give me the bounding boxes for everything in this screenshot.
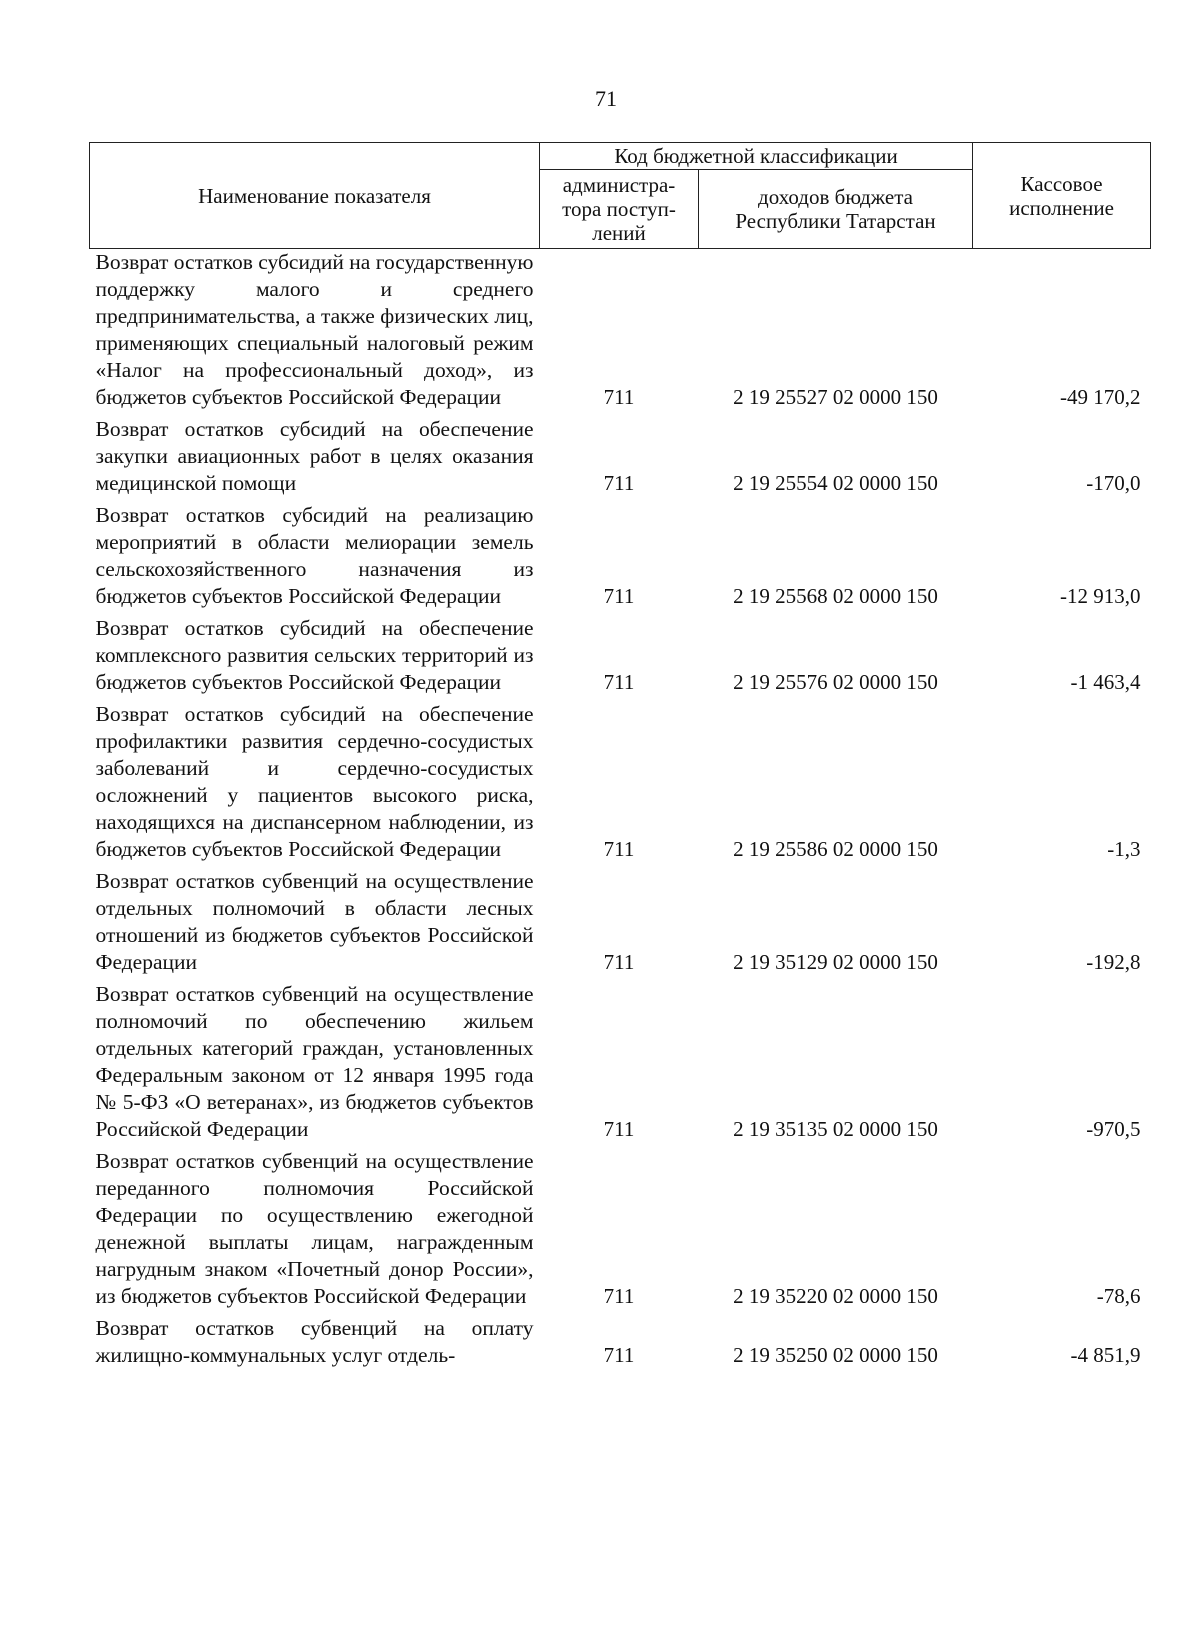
table-row [90,615,1151,701]
row-revenue-code: 2 19 35129 02 0000 150 [733,950,938,974]
budget-table [89,142,1151,1374]
row-execution: -4 851,9 [1070,1343,1141,1367]
row-revenue-code: 2 19 25576 02 0000 150 [733,670,938,694]
row-execution: -970,5 [1086,1117,1141,1141]
header-admin: администра-тора поступ-лений [540,170,699,249]
row-revenue-code: 2 19 35250 02 0000 150 [733,1343,938,1367]
row-revenue-code: 2 19 35135 02 0000 150 [733,1117,938,1141]
table-row [90,249,1151,417]
row-name: Возврат остатков субсидий на обеспечение комплексного развития сельских территорий из бюджетов субъектов Российской Федерации [95,616,534,694]
row-admin-code: 711 [603,1117,635,1141]
table-row [90,502,1151,615]
row-execution: -1,3 [1107,837,1141,861]
row-revenue-code: 2 19 25568 02 0000 150 [733,584,938,608]
row-name: Возврат остатков субвенций на оплату жилищно-коммунальных услуг отдель- [95,1316,534,1367]
row-revenue-code: 2 19 25554 02 0000 150 [733,471,938,495]
header-revenue: доходов бюджета Республики Татарстан [699,170,973,249]
table-row [90,416,1151,502]
row-admin-code: 711 [603,837,635,861]
row-execution: -78,6 [1096,1284,1141,1308]
table-row [90,701,1151,868]
row-admin-code: 711 [603,950,635,974]
row-name: Возврат остатков субсидий на обеспечение закупки авиационных работ в целях оказания медицинской помощи [95,417,534,495]
row-admin-code: 711 [603,385,635,409]
row-admin-code: 711 [603,670,635,694]
table-row [90,981,1151,1148]
row-execution: -1 463,4 [1070,670,1141,694]
row-execution: -49 170,2 [1060,385,1141,409]
row-execution: -192,8 [1086,950,1141,974]
row-name: Возврат остатков субвенций на осуществление отдельных полномочий в области лесных отношений из бюджетов субъектов Российской Федерации [95,869,534,974]
row-admin-code: 711 [603,584,635,608]
row-name: Возврат остатков субсидий на государственную поддержку малого и среднего предпринимательства, а также физических лиц, применяющих специальный налоговый режим «Налог на профессиональный доход», из бюджетов субъектов Российской Федерации [95,250,534,409]
row-revenue-code: 2 19 25527 02 0000 150 [733,385,938,409]
row-name: Возврат остатков субсидий на реализацию мероприятий в области мелиорации земель сельскохозяйственного назначения из бюджетов субъектов Российской Федерации [95,503,534,608]
row-admin-code: 711 [603,1343,635,1367]
row-execution: -12 913,0 [1060,584,1141,608]
row-revenue-code: 2 19 25586 02 0000 150 [733,837,938,861]
header-budget-code-group: Код бюджетной классификации [540,143,973,170]
header-execution: Кассовое исполнение [973,143,1151,249]
header-name: Наименование показателя [90,143,540,249]
row-admin-code: 711 [603,471,635,495]
table-row [90,1315,1151,1374]
table-row [90,868,1151,981]
row-name: Возврат остатков субвенций на осуществление полномочий по обеспечению жильем отдельных категорий граждан, установленных Федеральным законом от 12 января 1995 года № 5-ФЗ «О ветеранах», из бюджетов субъектов Российской Федерации [95,982,534,1141]
row-name: Возврат остатков субвенций на осуществление переданного полномочия Российской Федерации по осуществлению ежегодной денежной выплаты лицам, награжденным нагрудным знаком «Почетный донор России», из бюджетов субъектов Российской Федерации [95,1149,534,1308]
row-name: Возврат остатков субсидий на обеспечение профилактики развития сердечно-сосудистых заболеваний и сердечно-сосудистых осложнений у пациентов высокого риска, находящихся на диспансерном наблюдении, из бюджетов субъектов Российской Федерации [95,702,534,861]
row-execution: -170,0 [1086,471,1141,495]
table-body [90,249,1151,1375]
table-header [90,143,1151,249]
row-admin-code: 711 [603,1284,635,1308]
table-row [90,1148,1151,1315]
row-revenue-code: 2 19 35220 02 0000 150 [733,1284,938,1308]
page-number: 71 [595,86,617,111]
